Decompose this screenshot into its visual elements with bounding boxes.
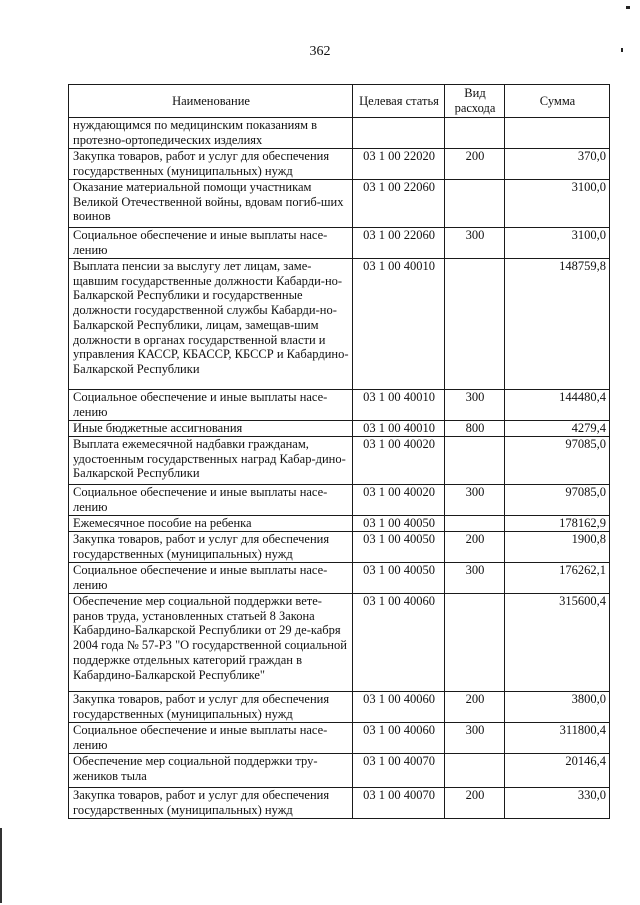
table-row bbox=[69, 754, 610, 788]
row-sum: 1900,8 bbox=[505, 532, 610, 563]
row-sum: 330,0 bbox=[505, 788, 610, 819]
row-name: Закупка товаров, работ и услуг для обеспечения государственных (муниципальных) нужд bbox=[69, 692, 353, 723]
row-name: Выплата пенсии за выслугу лет лицам, заме-щавшим государственные должности Кабарди-но-Балкарской Республики и государственные должности государственной службы Кабарди-но-Балкарской Республики, лицам, замещав-шим должности в органах государственной власти и управления КАССР, КБАССР, КБССР и Кабардино-Балкарской Республики bbox=[69, 259, 353, 390]
row-target-article: 03 1 00 40050 bbox=[353, 532, 445, 563]
row-expense-type: 200 bbox=[445, 692, 505, 723]
row-name: Иные бюджетные ассигнования bbox=[69, 421, 353, 437]
row-sum: 20146,4 bbox=[505, 754, 610, 788]
row-sum: 3100,0 bbox=[505, 228, 610, 259]
row-target-article: 03 1 00 40010 bbox=[353, 259, 445, 390]
table-header-row bbox=[69, 85, 610, 118]
row-name: Социальное обеспечение и иные выплаты насе-лению bbox=[69, 723, 353, 754]
header-expense-type: Вид расхода bbox=[445, 85, 505, 118]
table-row bbox=[69, 421, 610, 437]
row-expense-type: 200 bbox=[445, 149, 505, 180]
row-name: Социальное обеспечение и иные выплаты насе-лению bbox=[69, 228, 353, 259]
table-row bbox=[69, 692, 610, 723]
row-expense-type bbox=[445, 118, 505, 149]
row-target-article: 03 1 00 40070 bbox=[353, 754, 445, 788]
row-name: Социальное обеспечение и иные выплаты насе-лению bbox=[69, 563, 353, 594]
row-expense-type: 300 bbox=[445, 485, 505, 516]
table-row bbox=[69, 390, 610, 421]
row-target-article: 03 1 00 40060 bbox=[353, 594, 445, 692]
row-sum: 315600,4 bbox=[505, 594, 610, 692]
row-expense-type bbox=[445, 259, 505, 390]
row-expense-type: 200 bbox=[445, 532, 505, 563]
table-row bbox=[69, 788, 610, 819]
row-sum: 144480,4 bbox=[505, 390, 610, 421]
row-sum: 148759,8 bbox=[505, 259, 610, 390]
row-name: Оказание материальной помощи участникам Великой Отечественной войны, вдовам погиб-ших воинов bbox=[69, 180, 353, 228]
row-sum: 3100,0 bbox=[505, 180, 610, 228]
header-name: Наименование bbox=[69, 85, 353, 118]
row-name: Выплата ежемесячной надбавки гражданам, удостоенным государственных наград Кабар-дино-Балкарской Республики bbox=[69, 437, 353, 485]
scan-speck bbox=[626, 6, 630, 9]
table-row bbox=[69, 228, 610, 259]
table-row bbox=[69, 723, 610, 754]
header-target-article: Целевая статья bbox=[353, 85, 445, 118]
table-row bbox=[69, 532, 610, 563]
row-expense-type: 300 bbox=[445, 228, 505, 259]
row-target-article: 03 1 00 40010 bbox=[353, 421, 445, 437]
scan-edge-bar bbox=[0, 828, 2, 903]
table-row bbox=[69, 437, 610, 485]
row-sum: 3800,0 bbox=[505, 692, 610, 723]
row-sum: 176262,1 bbox=[505, 563, 610, 594]
row-sum: 4279,4 bbox=[505, 421, 610, 437]
row-target-article: 03 1 00 40060 bbox=[353, 723, 445, 754]
row-expense-type: 200 bbox=[445, 788, 505, 819]
row-expense-type bbox=[445, 180, 505, 228]
row-target-article: 03 1 00 40050 bbox=[353, 516, 445, 532]
row-expense-type bbox=[445, 516, 505, 532]
row-sum: 370,0 bbox=[505, 149, 610, 180]
row-target-article: 03 1 00 40020 bbox=[353, 485, 445, 516]
row-expense-type bbox=[445, 437, 505, 485]
header-sum: Сумма bbox=[505, 85, 610, 118]
row-expense-type: 300 bbox=[445, 563, 505, 594]
row-sum: 97085,0 bbox=[505, 437, 610, 485]
table-row bbox=[69, 516, 610, 532]
row-sum: 311800,4 bbox=[505, 723, 610, 754]
row-target-article: 03 1 00 40050 bbox=[353, 563, 445, 594]
table-row bbox=[69, 118, 610, 149]
row-expense-type: 300 bbox=[445, 390, 505, 421]
budget-table bbox=[68, 84, 610, 819]
row-name: Обеспечение мер социальной поддержки тру-жеников тыла bbox=[69, 754, 353, 788]
row-expense-type: 800 bbox=[445, 421, 505, 437]
row-sum: 97085,0 bbox=[505, 485, 610, 516]
row-expense-type: 300 bbox=[445, 723, 505, 754]
table-row bbox=[69, 563, 610, 594]
row-name: Закупка товаров, работ и услуг для обеспечения государственных (муниципальных) нужд bbox=[69, 788, 353, 819]
row-target-article: 03 1 00 22060 bbox=[353, 180, 445, 228]
row-name: Социальное обеспечение и иные выплаты насе-лению bbox=[69, 390, 353, 421]
row-name: Социальное обеспечение и иные выплаты насе-лению bbox=[69, 485, 353, 516]
row-name: Обеспечение мер социальной поддержки вете-ранов труда, установленных статьей 8 Закона Кабардино-Балкарской Республики от 29 де-кабря 2004 года № 57-РЗ "О государственной социальной поддержке отдельных категорий граждан в Кабардино-Балкарской Республике" bbox=[69, 594, 353, 692]
row-name: нуждающимся по медицинским показаниям в протезно-ортопедических изделиях bbox=[69, 118, 353, 149]
row-target-article: 03 1 00 40010 bbox=[353, 390, 445, 421]
row-target-article: 03 1 00 40070 bbox=[353, 788, 445, 819]
page-number: 362 bbox=[309, 44, 331, 59]
row-target-article: 03 1 00 22020 bbox=[353, 149, 445, 180]
table-row bbox=[69, 259, 610, 390]
table-row bbox=[69, 485, 610, 516]
row-target-article bbox=[353, 118, 445, 149]
row-expense-type bbox=[445, 594, 505, 692]
row-name: Закупка товаров, работ и услуг для обеспечения государственных (муниципальных) нужд bbox=[69, 532, 353, 563]
row-target-article: 03 1 00 40020 bbox=[353, 437, 445, 485]
row-target-article: 03 1 00 40060 bbox=[353, 692, 445, 723]
row-sum bbox=[505, 118, 610, 149]
table-row bbox=[69, 594, 610, 692]
table-row bbox=[69, 149, 610, 180]
row-name: Закупка товаров, работ и услуг для обеспечения государственных (муниципальных) нужд bbox=[69, 149, 353, 180]
row-name: Ежемесячное пособие на ребенка bbox=[69, 516, 353, 532]
row-sum: 178162,9 bbox=[505, 516, 610, 532]
row-expense-type bbox=[445, 754, 505, 788]
row-target-article: 03 1 00 22060 bbox=[353, 228, 445, 259]
table-row bbox=[69, 180, 610, 228]
